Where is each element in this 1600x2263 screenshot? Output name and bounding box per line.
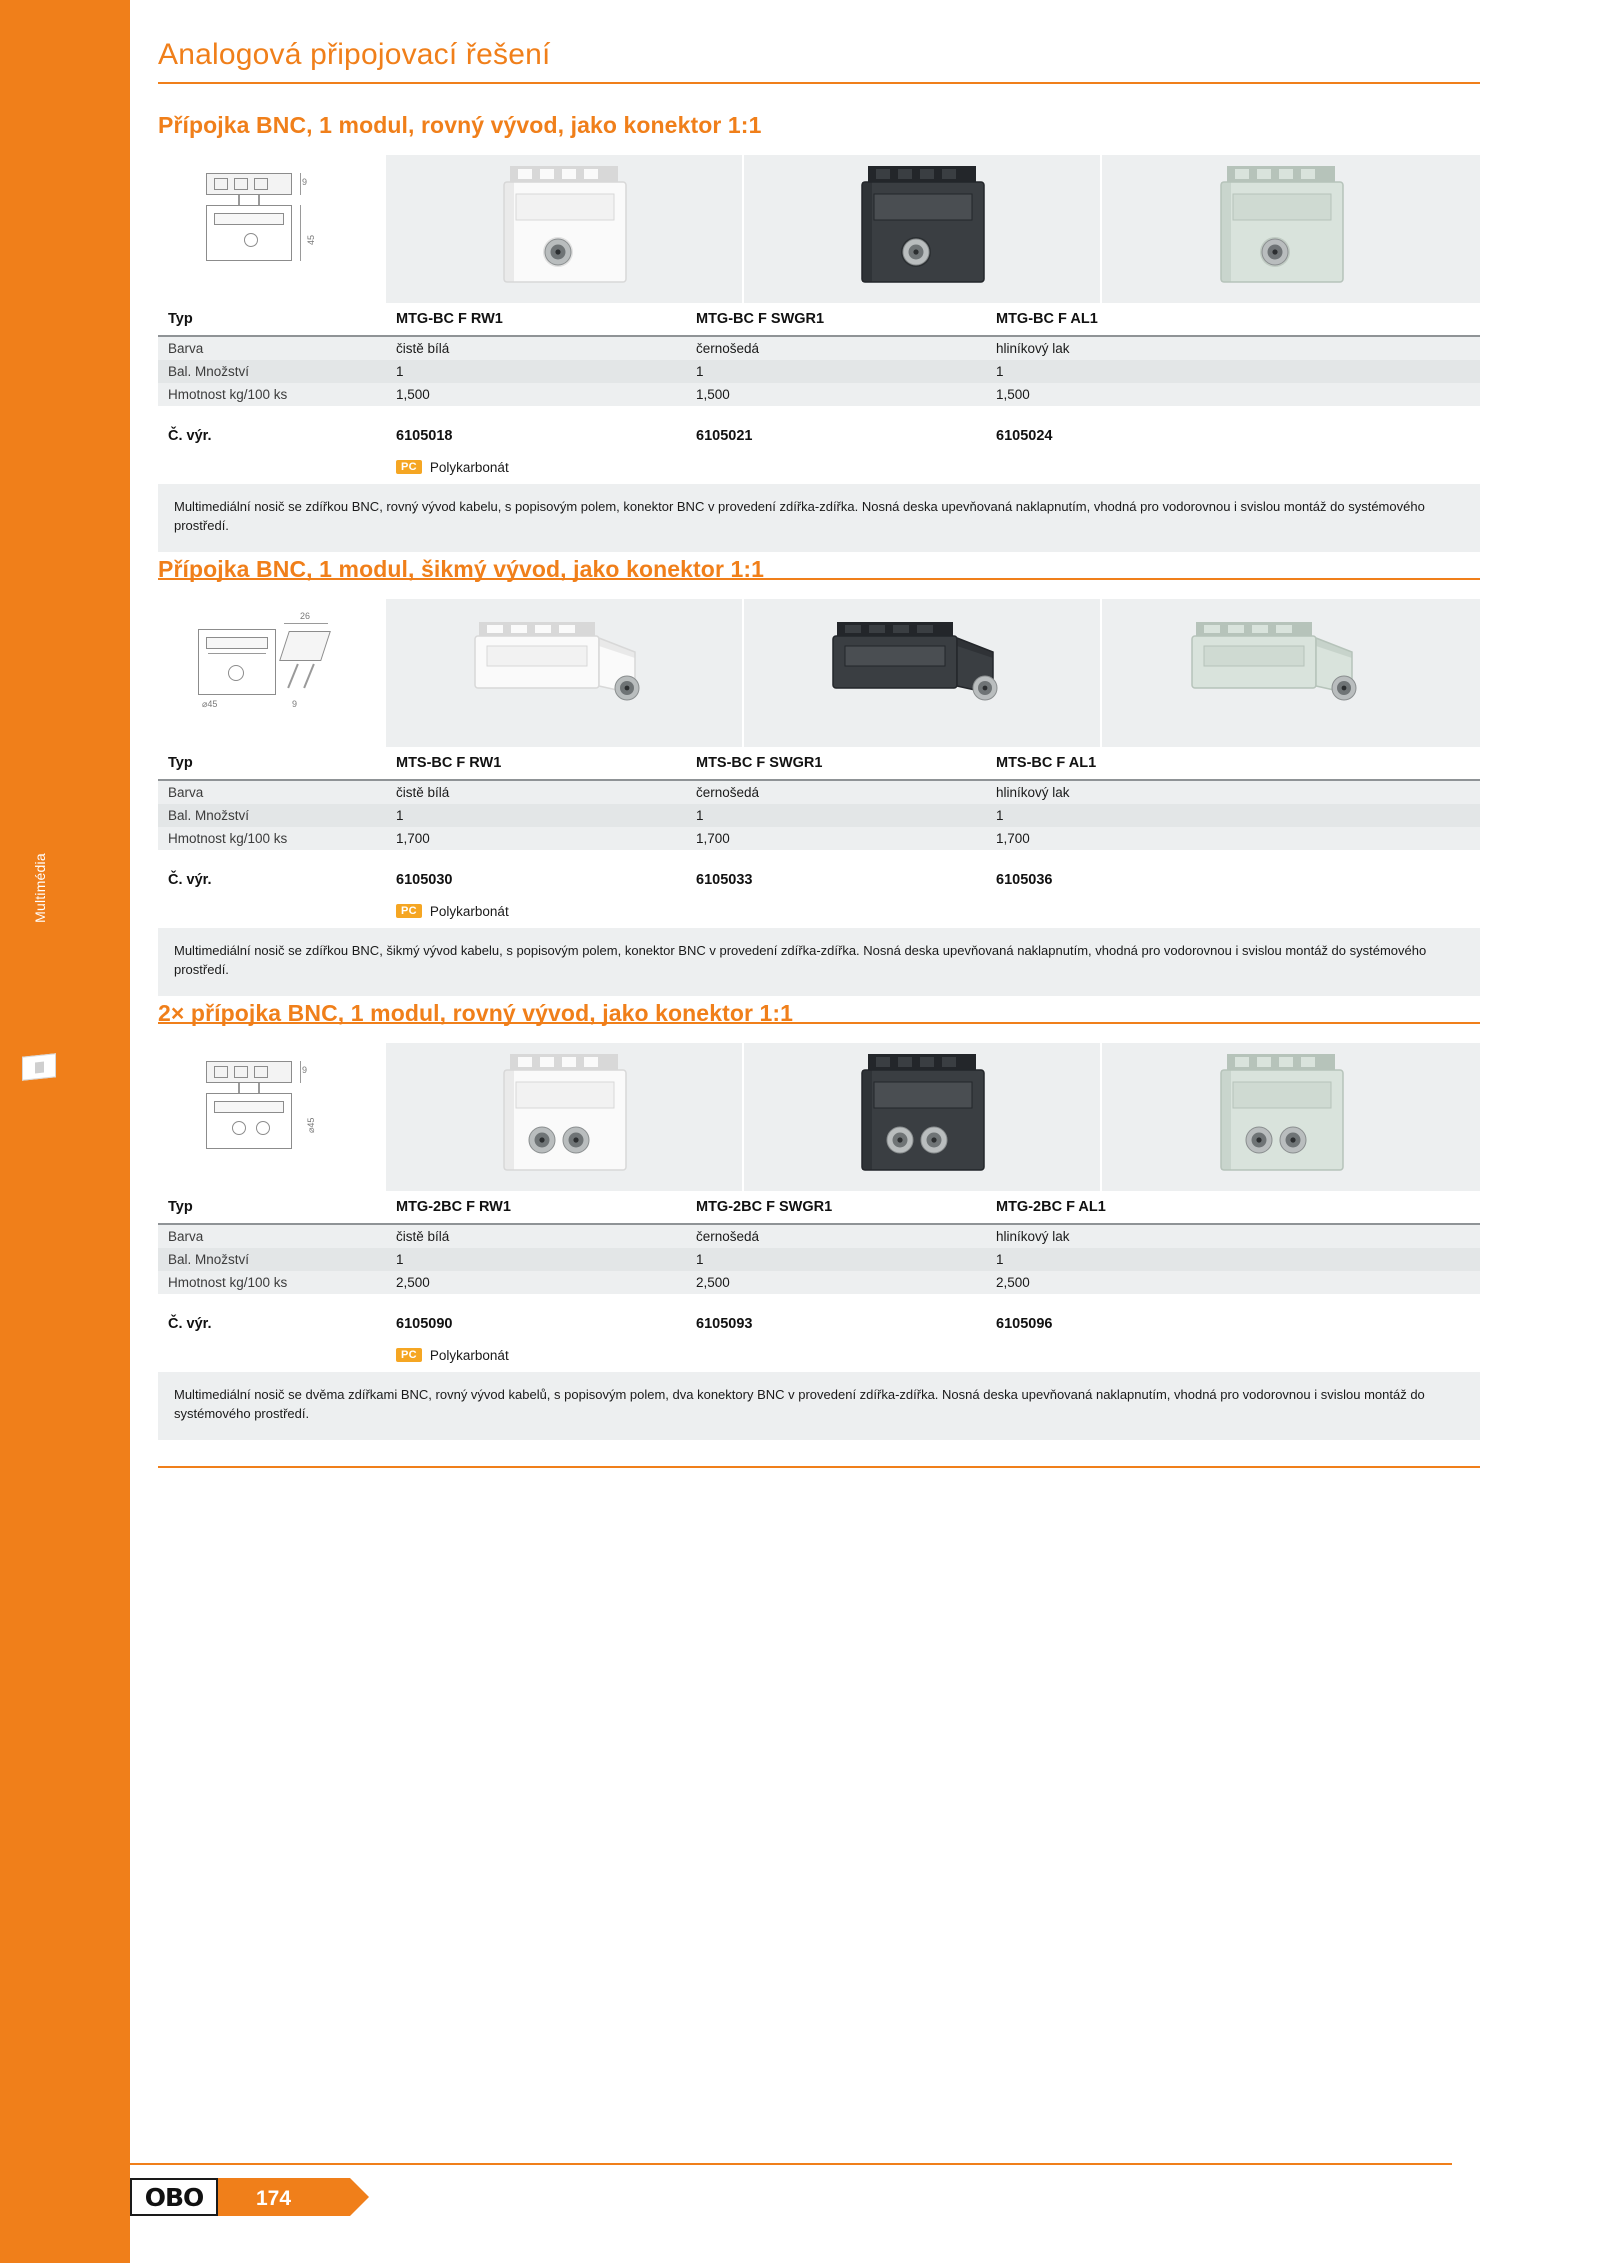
header-typ: Typ bbox=[168, 755, 193, 771]
page-title: Analogová připojovací řešení bbox=[158, 38, 551, 71]
header-type-value: MTG-2BC F RW1 bbox=[396, 1199, 511, 1215]
article-number-value: 6105033 bbox=[696, 872, 753, 888]
spec-value: 2,500 bbox=[396, 1275, 430, 1290]
article-number-value: 6105018 bbox=[396, 428, 453, 444]
spec-row bbox=[158, 337, 1480, 360]
section-divider bbox=[158, 1466, 1480, 1468]
spec-value: 1 bbox=[696, 364, 704, 379]
section-heading: Přípojka BNC, 1 modul, rovný vývod, jako konektor 1:1 bbox=[158, 112, 762, 138]
product-table bbox=[158, 155, 1480, 484]
material-label: Polykarbonát bbox=[429, 1347, 509, 1363]
technical-drawing-cell bbox=[158, 599, 386, 747]
technical-drawing-cell bbox=[158, 1043, 386, 1191]
spec-label: Barva bbox=[168, 1229, 204, 1244]
spec-value: 1 bbox=[396, 1252, 404, 1267]
table-header-row bbox=[158, 303, 1480, 337]
spec-value: 1,700 bbox=[696, 831, 730, 846]
product-image-cell bbox=[386, 599, 744, 747]
material-row bbox=[158, 894, 1480, 928]
section-heading: Přípojka BNC, 1 modul, šikmý vývod, jako konektor 1:1 bbox=[158, 556, 765, 582]
product-section bbox=[158, 1000, 1480, 1468]
spec-label: Hmotnost kg/100 ks bbox=[168, 387, 288, 402]
technical-drawing: 9 ⌀45 bbox=[188, 1057, 358, 1177]
spec-value: čistě bílá bbox=[396, 341, 450, 356]
article-number-value: 6105024 bbox=[996, 428, 1053, 444]
technical-drawing: 9 45 bbox=[188, 169, 358, 289]
article-number-value: 6105090 bbox=[396, 1316, 453, 1332]
material-badge-icon: PC bbox=[396, 460, 422, 474]
obo-logo bbox=[130, 2178, 218, 2216]
section-description: Multimediální nosič se zdířkou BNC, rovný vývod kabelu, s popisovým polem, konektor BNC v provedení zdířka-zdířka. Nosná deska upevňovaná naklapnutím, vhodná pro vodorovnou i svislou montáž do systémového prostředí. bbox=[158, 484, 1480, 552]
article-number-label: Č. výr. bbox=[168, 872, 212, 888]
product-image-row bbox=[158, 1043, 1480, 1191]
spec-value: 1 bbox=[996, 808, 1004, 823]
article-number-row bbox=[158, 406, 1480, 450]
spec-label: Barva bbox=[168, 785, 204, 800]
spec-label: Hmotnost kg/100 ks bbox=[168, 831, 288, 846]
article-number-label: Č. výr. bbox=[168, 1316, 212, 1332]
spec-value: 2,500 bbox=[996, 1275, 1030, 1290]
section-description: Multimediální nosič se zdířkou BNC, šikmý vývod kabelu, s popisovým polem, konektor BNC v provedení zdířka-zdířka. Nosná deska upevňovaná naklapnutím, vhodná pro vodorovnou i svislou montáž do systémového prostředí. bbox=[158, 928, 1480, 996]
spec-value: 1 bbox=[996, 364, 1004, 379]
material-row bbox=[158, 1338, 1480, 1372]
product-section bbox=[158, 112, 1480, 580]
spec-value: černošedá bbox=[696, 341, 760, 356]
header-type-value: MTS-BC F RW1 bbox=[396, 755, 502, 771]
product-image-cell bbox=[386, 1043, 744, 1191]
spec-block bbox=[158, 337, 1480, 406]
spec-label: Barva bbox=[168, 341, 204, 356]
spec-value: hliníkový lak bbox=[996, 341, 1070, 356]
article-number-row bbox=[158, 850, 1480, 894]
spec-row bbox=[158, 1271, 1480, 1294]
product-image-cell bbox=[386, 155, 744, 303]
product-table bbox=[158, 599, 1480, 928]
spec-row bbox=[158, 1248, 1480, 1271]
product-image bbox=[464, 1048, 664, 1186]
product-image-cell bbox=[1102, 1043, 1460, 1191]
product-image-cell bbox=[1102, 155, 1460, 303]
spec-value: černošedá bbox=[696, 785, 760, 800]
material-badge-icon: PC bbox=[396, 904, 422, 918]
technical-drawing-cell bbox=[158, 155, 386, 303]
spec-value: čistě bílá bbox=[396, 785, 450, 800]
spec-row bbox=[158, 827, 1480, 850]
product-image bbox=[1181, 160, 1381, 298]
material-badge-icon: PC bbox=[396, 1348, 422, 1362]
article-number-label: Č. výr. bbox=[168, 428, 212, 444]
article-number-value: 6105096 bbox=[996, 1316, 1053, 1332]
material-label: Polykarbonát bbox=[429, 903, 509, 919]
page-content bbox=[130, 0, 1600, 2263]
spec-block bbox=[158, 781, 1480, 850]
spec-value: 2,500 bbox=[696, 1275, 730, 1290]
product-section bbox=[158, 556, 1480, 1024]
spec-value: 1 bbox=[396, 364, 404, 379]
spec-block bbox=[158, 1225, 1480, 1294]
spec-value: 1,500 bbox=[996, 387, 1030, 402]
header-type-value: MTG-2BC F AL1 bbox=[996, 1199, 1106, 1215]
spec-row bbox=[158, 360, 1480, 383]
product-image-row bbox=[158, 599, 1480, 747]
spec-value: 1,500 bbox=[696, 387, 730, 402]
spec-value: hliníkový lak bbox=[996, 785, 1070, 800]
product-image-cell bbox=[744, 155, 1102, 303]
article-number-value: 6105021 bbox=[696, 428, 753, 444]
product-table bbox=[158, 1043, 1480, 1372]
product-image bbox=[807, 608, 1037, 738]
spec-row bbox=[158, 383, 1480, 406]
spec-label: Bal. Množství bbox=[168, 808, 250, 823]
multimedia-module-icon bbox=[22, 1055, 56, 1081]
product-image bbox=[1166, 608, 1396, 738]
product-image-cell bbox=[1102, 599, 1460, 747]
spec-value: čistě bílá bbox=[396, 1229, 450, 1244]
page-number-tab bbox=[218, 2178, 350, 2216]
spec-value: 1 bbox=[396, 808, 404, 823]
article-number-row bbox=[158, 1294, 1480, 1338]
article-number-value: 6105093 bbox=[696, 1316, 753, 1332]
spec-value: 1 bbox=[696, 808, 704, 823]
product-image-row bbox=[158, 155, 1480, 303]
article-number-value: 6105030 bbox=[396, 872, 453, 888]
table-header-row bbox=[158, 1191, 1480, 1225]
header-type-value: MTG-BC F AL1 bbox=[996, 311, 1098, 327]
table-header-row bbox=[158, 747, 1480, 781]
title-divider bbox=[158, 82, 1480, 84]
product-image bbox=[464, 160, 664, 298]
spec-value: 1,500 bbox=[396, 387, 430, 402]
spec-row bbox=[158, 1225, 1480, 1248]
header-type-value: MTS-BC F SWGR1 bbox=[696, 755, 823, 771]
material-row bbox=[158, 450, 1480, 484]
section-description: Multimediální nosič se dvěma zdířkami BNC, rovný vývod kabelů, s popisovým polem, dva konektory BNC v provedení zdířka-zdířka. Nosná deska upevňovaná naklapnutím, vhodná pro vodorovnou i svislou montáž do systémového prostředí. bbox=[158, 1372, 1480, 1440]
spec-row bbox=[158, 781, 1480, 804]
side-tab-inner bbox=[0, 0, 130, 2263]
spec-label: Bal. Množství bbox=[168, 364, 250, 379]
product-image-cell bbox=[744, 599, 1102, 747]
spec-value: 1 bbox=[996, 1252, 1004, 1267]
spec-value: hliníkový lak bbox=[996, 1229, 1070, 1244]
spec-value: 1 bbox=[696, 1252, 704, 1267]
spec-label: Hmotnost kg/100 ks bbox=[168, 1275, 288, 1290]
header-type-value: MTS-BC F AL1 bbox=[996, 755, 1097, 771]
header-typ: Typ bbox=[168, 311, 193, 327]
header-type-value: MTG-BC F RW1 bbox=[396, 311, 503, 327]
article-number-value: 6105036 bbox=[996, 872, 1053, 888]
product-image bbox=[449, 608, 679, 738]
side-tab-label: Multimédia bbox=[32, 853, 48, 923]
technical-drawing: 26 ⌀45 9 bbox=[188, 613, 358, 733]
product-image bbox=[822, 160, 1022, 298]
spec-value: 1,700 bbox=[396, 831, 430, 846]
header-type-value: MTG-BC F SWGR1 bbox=[696, 311, 825, 327]
product-image bbox=[1181, 1048, 1381, 1186]
product-image bbox=[822, 1048, 1022, 1186]
spec-value: černošedá bbox=[696, 1229, 760, 1244]
material-label: Polykarbonát bbox=[429, 459, 509, 475]
spec-row bbox=[158, 804, 1480, 827]
spec-label: Bal. Množství bbox=[168, 1252, 250, 1267]
product-image-cell bbox=[744, 1043, 1102, 1191]
header-type-value: MTG-2BC F SWGR1 bbox=[696, 1199, 833, 1215]
obo-logo-text: OBO bbox=[144, 2182, 204, 2212]
spec-value: 1,700 bbox=[996, 831, 1030, 846]
footer-divider bbox=[130, 2163, 1452, 2165]
page-number: 174 bbox=[256, 2187, 292, 2210]
side-tab-bar bbox=[0, 0, 130, 2263]
header-typ: Typ bbox=[168, 1199, 193, 1215]
section-heading: 2× přípojka BNC, 1 modul, rovný vývod, jako konektor 1:1 bbox=[158, 1000, 794, 1026]
